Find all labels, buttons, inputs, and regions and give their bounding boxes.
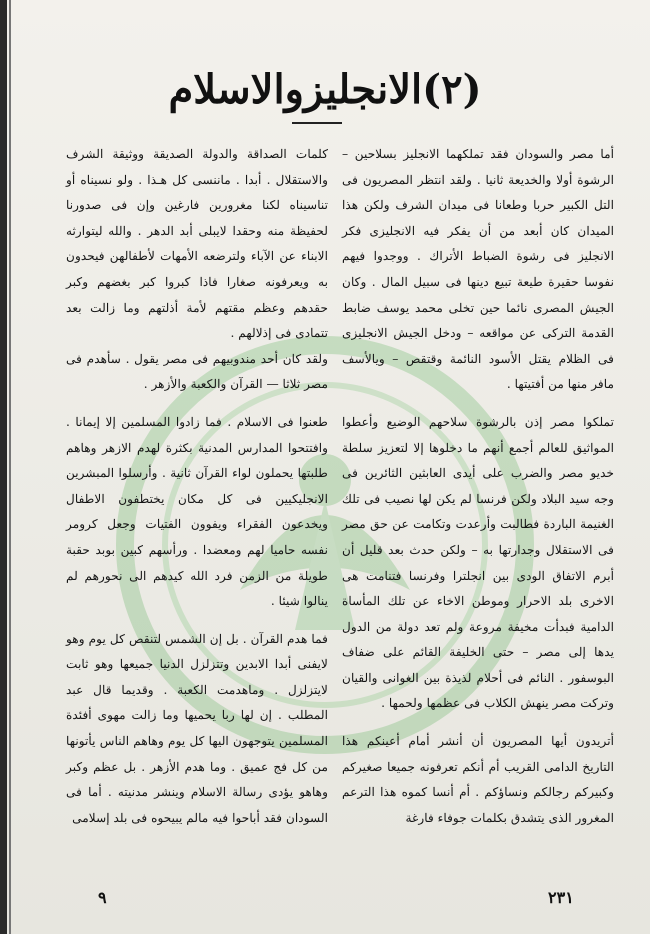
- page-number-left: ٩: [98, 888, 107, 907]
- page-edge-border: [0, 0, 7, 934]
- page-number-right: ٢٣١: [548, 888, 574, 907]
- paragraph: كلمات الصداقة والدولة الصديقة ووثيقة الشرف والاستقلال . أبدا . ماننسى كل هـذا . ولو نسيناه أو تناسيناه لكنا مغرورين فارغين وإن فى صدورنا لحفيظة منه وحقدا لايبلى أبد الدهر . والله ليتوارثه الابناء عن الآباء ولترضعه الأمهات لأطفالهن فيحدون به ويعرفونه صغارا فاذا كبروا كبر بغضهم وكبر حقدهم وعظم مقتهم لأمة أذلتهم وما زالت بعد تتمادى فى إذلالهم .: [66, 147, 328, 341]
- paragraph: ولقد كان أحد مندوبيهم فى مصر يقول . سأهدم فى مصر ثلاثا — القرآن والكعبة والأزهر .: [66, 351, 328, 392]
- paragraph: تملكوا مصر إذن بالرشوة سلاحهم الوضيع وأعطوا المواثيق للعالم أجمع أنهم ما دخلوها إلا لتعزيز سلطة خديو مصر والضرب على أيدى العابثين الثائرين فى وجه سيد البلاد ولكن فرنسا لم يكن لها نصيب فى تلك الغنيمة الباردة فطالبت وأرعدت وتكامت عن حق مصر فى الاستقلال وجدارتها به – ولكن حدث بعد قليل أن أبرم الاتفاق الودى بين انجلترا وفرنسا فتنامت هى الاخرى بلد الاحرار وموطن الاخاء عن تلك المأساة الدامية فبدأت مخيفة مروعة ولم تعد دولة من الدول يدها إلى مصر – حتى الخليفة القائم على ضفاف البوسفور . النائم فى أحلام لذيذة بين الغوانى والقيان وتركت مصر ينهش الكلاب فى عظمها ولحمها .: [342, 414, 614, 711]
- paragraph: طعنوا فى الاسلام . فما زادوا المسلمين إلا إيمانا . وافتتحوا المدارس المدنية بكثرة لهدم الازهر وهاهم طلبتها يحملون لواء القرآن ثانية . وأرسلوا المبشرين الانجليكيين فى كل مكان يختطفون الاطفال ويخدعون الفقراء ويفوون الفتيات وجعل كرومر نفسه حاميا لهم ومعضدا . ورأسهم كبين بوبد حقبة طويلة من الزمن فرد الله كيدهم الى نحورهم لم ينالوا شيئا .: [66, 414, 328, 609]
- title-divider: [292, 122, 342, 124]
- page-edge-border-inner: [9, 0, 11, 934]
- right-column: [342, 142, 614, 831]
- paragraph: فما هدم القرآن . بل إن الشمس لتنقص كل يوم وهو لايفنى أبدا الابدين وتتزلزل الدنيا جميعها وهو ثابت لايتزلزل . وماهدمت الكعبة . وقديما قال عبد المطلب . إن لها ربا يحميها وما زالت مهوى أفئدة المسلمين يتوجهون اليها كل يوم وهاهم الناس يأتونها من كل فج عميق . وما هدم الأزهر . بل عظم وكبر وهاهو يؤدى رسالة الاسلام وينشر مدنيته . أما فى السودان فقد أباحوا فيه مالم يبيحوه فى بلد إسلامى: [66, 631, 328, 825]
- left-column: [66, 142, 328, 831]
- article-title: (٢)الانجليزوالاسلام: [168, 66, 482, 113]
- paragraph: أما مصر والسودان فقد تملكهما الانجليز بسلاحين – الرشوة أولا والخديعة ثانيا . ولقد انتظر المصريون فى التل الكبير حربا وطعانا فى ميدان الشرف ولكن هذا الميدان كان أبعد من أن يفكر فيه الانجليزى فكر الانجليز فى رشوة الضباط الأتراك . ووجدوا فيهم نفوسا حقيرة طيعة تبيع دينها فى سبيل المال . وكان الجيش المصرى نائما حين تخلى محمد يوسف ضابط القدمة التركى عن مواقعه – ودخل الجيش الانجليزى فى الظلام يقتل الأسود النائمة وقتقص – ويالأسف مافر منها من أفتيتها .: [342, 147, 614, 392]
- paragraph: أتريدون أيها المصريون أن أنشر أمام أعينكم هذا التاريخ الدامى القريب أم أنكم تعرفونه جميعا صغيركم وكبيركم رجالكم ونساؤكم . أم أنسا كموه هذا الترعم المغرور الذى يتشدق بكلمات جوفاء فارغة: [342, 734, 614, 825]
